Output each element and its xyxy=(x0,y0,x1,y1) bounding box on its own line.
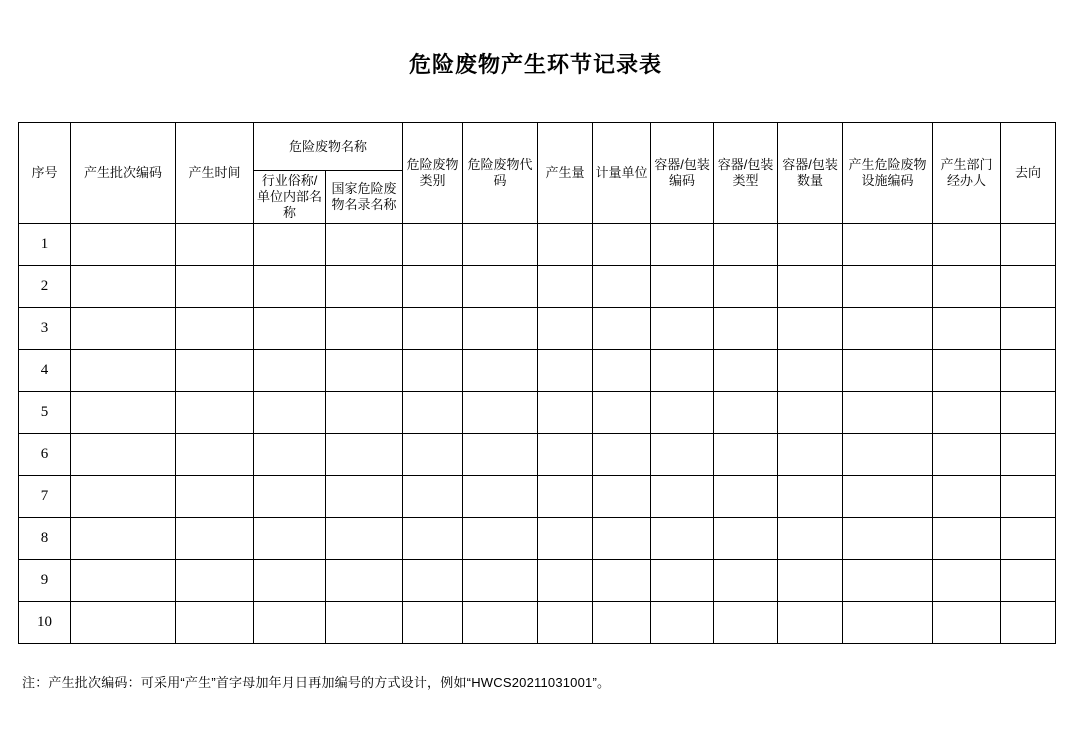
cell-unit[interactable] xyxy=(593,349,651,391)
page-title: 危险废物产生环节记录表 xyxy=(408,52,662,77)
cell-container_type[interactable] xyxy=(714,433,778,475)
cell-waste_code[interactable] xyxy=(463,517,538,559)
cell-destination[interactable] xyxy=(1001,559,1056,601)
table-body xyxy=(19,223,1056,643)
cell-catalog_name[interactable] xyxy=(326,517,403,559)
cell-common_name[interactable] xyxy=(254,265,326,307)
cell-destination[interactable] xyxy=(1001,433,1056,475)
cell-container_code[interactable] xyxy=(651,265,714,307)
table-row xyxy=(19,517,1056,559)
cell-common_name[interactable] xyxy=(254,433,326,475)
cell-container_type[interactable] xyxy=(714,349,778,391)
header-cell-container_code: 容器/包装编码 xyxy=(651,123,714,224)
cell-container_code[interactable] xyxy=(651,433,714,475)
cell-container_type[interactable] xyxy=(714,559,778,601)
cell-container_qty[interactable] xyxy=(778,475,843,517)
cell-waste_code[interactable] xyxy=(463,349,538,391)
cell-handler[interactable] xyxy=(933,433,1001,475)
cell-common_name[interactable] xyxy=(254,391,326,433)
cell-facility_code[interactable] xyxy=(843,265,933,307)
cell-waste_category[interactable] xyxy=(403,559,463,601)
cell-catalog_name[interactable] xyxy=(326,433,403,475)
cell-facility_code[interactable] xyxy=(843,391,933,433)
cell-catalog_name[interactable] xyxy=(326,559,403,601)
cell-common_name[interactable] xyxy=(254,517,326,559)
cell-container_type[interactable] xyxy=(714,391,778,433)
cell-batch_code[interactable] xyxy=(71,307,176,349)
table-row xyxy=(19,559,1056,601)
cell-waste_category[interactable] xyxy=(403,517,463,559)
cell-catalog_name[interactable] xyxy=(326,223,403,265)
cell-container_qty[interactable] xyxy=(778,265,843,307)
cell-unit[interactable] xyxy=(593,517,651,559)
cell-handler[interactable] xyxy=(933,559,1001,601)
cell-container_code[interactable] xyxy=(651,349,714,391)
cell-gen_time[interactable] xyxy=(176,223,254,265)
cell-destination[interactable] xyxy=(1001,475,1056,517)
cell-amount[interactable] xyxy=(538,433,593,475)
cell-destination[interactable] xyxy=(1001,223,1056,265)
cell-waste_code[interactable] xyxy=(463,265,538,307)
table-header xyxy=(19,123,1056,224)
header-cell-gen_time: 产生时间 xyxy=(176,123,254,224)
cell-container_type[interactable] xyxy=(714,223,778,265)
cell-unit[interactable] xyxy=(593,265,651,307)
cell-facility_code[interactable] xyxy=(843,307,933,349)
cell-gen_time[interactable] xyxy=(176,601,254,643)
cell-seq: 2 xyxy=(19,265,71,307)
cell-container_qty[interactable] xyxy=(778,307,843,349)
cell-catalog_name[interactable] xyxy=(326,349,403,391)
header-cell-facility_code: 产生危险废物设施编码 xyxy=(843,123,933,224)
cell-waste_category[interactable] xyxy=(403,307,463,349)
cell-container_code[interactable] xyxy=(651,517,714,559)
cell-container_code[interactable] xyxy=(651,601,714,643)
cell-handler[interactable] xyxy=(933,265,1001,307)
cell-waste_category[interactable] xyxy=(403,433,463,475)
header-cell-unit: 计量单位 xyxy=(593,123,651,224)
cell-container_code[interactable] xyxy=(651,307,714,349)
header-cell-waste_category: 危险废物类别 xyxy=(403,123,463,224)
cell-gen_time[interactable] xyxy=(176,349,254,391)
cell-destination[interactable] xyxy=(1001,517,1056,559)
header-cell-seq: 序号 xyxy=(19,123,71,224)
cell-common_name[interactable] xyxy=(254,307,326,349)
cell-amount[interactable] xyxy=(538,601,593,643)
cell-unit[interactable] xyxy=(593,475,651,517)
table-row xyxy=(19,601,1056,643)
cell-batch_code[interactable] xyxy=(71,391,176,433)
cell-batch_code[interactable] xyxy=(71,517,176,559)
table-row xyxy=(19,265,1056,307)
cell-unit[interactable] xyxy=(593,559,651,601)
cell-common_name[interactable] xyxy=(254,349,326,391)
header-cell-batch_code: 产生批次编码 xyxy=(71,123,176,224)
cell-gen_time[interactable] xyxy=(176,517,254,559)
cell-waste_category[interactable] xyxy=(403,601,463,643)
cell-amount[interactable] xyxy=(538,223,593,265)
cell-unit[interactable] xyxy=(593,307,651,349)
cell-gen_time[interactable] xyxy=(176,265,254,307)
header-cell-destination: 去向 xyxy=(1001,123,1056,224)
cell-waste_category[interactable] xyxy=(403,475,463,517)
table-row xyxy=(19,349,1056,391)
cell-waste_category[interactable] xyxy=(403,349,463,391)
cell-gen_time[interactable] xyxy=(176,475,254,517)
cell-seq: 5 xyxy=(19,391,71,433)
table-row xyxy=(19,475,1056,517)
header-row-top xyxy=(19,123,1056,171)
table-row xyxy=(19,307,1056,349)
cell-batch_code[interactable] xyxy=(71,475,176,517)
cell-unit[interactable] xyxy=(593,601,651,643)
cell-container_qty[interactable] xyxy=(778,517,843,559)
table-row xyxy=(19,391,1056,433)
cell-seq: 7 xyxy=(19,475,71,517)
cell-unit[interactable] xyxy=(593,223,651,265)
cell-common_name[interactable] xyxy=(254,559,326,601)
cell-amount[interactable] xyxy=(538,349,593,391)
cell-handler[interactable] xyxy=(933,601,1001,643)
cell-container_qty[interactable] xyxy=(778,349,843,391)
cell-waste_code[interactable] xyxy=(463,223,538,265)
cell-batch_code[interactable] xyxy=(71,223,176,265)
cell-container_type[interactable] xyxy=(714,307,778,349)
hazardous-waste-record-table xyxy=(18,122,1056,644)
cell-waste_category[interactable] xyxy=(403,223,463,265)
cell-waste_category[interactable] xyxy=(403,391,463,433)
cell-facility_code[interactable] xyxy=(843,433,933,475)
cell-catalog_name[interactable] xyxy=(326,265,403,307)
cell-destination[interactable] xyxy=(1001,391,1056,433)
cell-facility_code[interactable] xyxy=(843,475,933,517)
header-cell-handler: 产生部门经办人 xyxy=(933,123,1001,224)
cell-catalog_name[interactable] xyxy=(326,307,403,349)
cell-container_qty[interactable] xyxy=(778,223,843,265)
cell-seq: 9 xyxy=(19,559,71,601)
cell-handler[interactable] xyxy=(933,307,1001,349)
header-subcell-common_name: 行业俗称/单位内部名称 xyxy=(254,171,326,224)
cell-facility_code[interactable] xyxy=(843,559,933,601)
header-cell-container_type: 容器/包装类型 xyxy=(714,123,778,224)
cell-common_name[interactable] xyxy=(254,475,326,517)
cell-waste_code[interactable] xyxy=(463,391,538,433)
cell-container_type[interactable] xyxy=(714,265,778,307)
cell-unit[interactable] xyxy=(593,391,651,433)
cell-catalog_name[interactable] xyxy=(326,391,403,433)
record-table-container xyxy=(18,122,1056,644)
cell-catalog_name[interactable] xyxy=(326,601,403,643)
cell-seq: 8 xyxy=(19,517,71,559)
cell-catalog_name[interactable] xyxy=(326,475,403,517)
cell-amount[interactable] xyxy=(538,265,593,307)
cell-handler[interactable] xyxy=(933,391,1001,433)
cell-unit[interactable] xyxy=(593,433,651,475)
cell-seq: 3 xyxy=(19,307,71,349)
cell-amount[interactable] xyxy=(538,517,593,559)
cell-batch_code[interactable] xyxy=(71,433,176,475)
header-cell-waste_code: 危险废物代码 xyxy=(463,123,538,224)
cell-gen_time[interactable] xyxy=(176,391,254,433)
cell-facility_code[interactable] xyxy=(843,223,933,265)
cell-gen_time[interactable] xyxy=(176,307,254,349)
cell-common_name[interactable] xyxy=(254,601,326,643)
cell-seq: 1 xyxy=(19,223,71,265)
cell-destination[interactable] xyxy=(1001,307,1056,349)
cell-handler[interactable] xyxy=(933,349,1001,391)
cell-container_qty[interactable] xyxy=(778,433,843,475)
cell-batch_code[interactable] xyxy=(71,349,176,391)
cell-waste_category[interactable] xyxy=(403,265,463,307)
table-row xyxy=(19,223,1056,265)
cell-common_name[interactable] xyxy=(254,223,326,265)
cell-handler[interactable] xyxy=(933,517,1001,559)
cell-waste_code[interactable] xyxy=(463,601,538,643)
cell-seq: 6 xyxy=(19,433,71,475)
cell-destination[interactable] xyxy=(1001,265,1056,307)
cell-batch_code[interactable] xyxy=(71,601,176,643)
cell-amount[interactable] xyxy=(538,559,593,601)
cell-gen_time[interactable] xyxy=(176,433,254,475)
cell-container_qty[interactable] xyxy=(778,601,843,643)
cell-batch_code[interactable] xyxy=(71,559,176,601)
cell-amount[interactable] xyxy=(538,307,593,349)
cell-container_code[interactable] xyxy=(651,475,714,517)
header-cell-amount: 产生量 xyxy=(538,123,593,224)
cell-destination[interactable] xyxy=(1001,349,1056,391)
header-group-waste-name: 危险废物名称 xyxy=(254,123,403,171)
cell-handler[interactable] xyxy=(933,223,1001,265)
cell-container_qty[interactable] xyxy=(778,391,843,433)
cell-waste_code[interactable] xyxy=(463,307,538,349)
cell-gen_time[interactable] xyxy=(176,559,254,601)
table-row xyxy=(19,433,1056,475)
cell-batch_code[interactable] xyxy=(71,265,176,307)
cell-facility_code[interactable] xyxy=(843,601,933,643)
cell-container_qty[interactable] xyxy=(778,559,843,601)
cell-container_type[interactable] xyxy=(714,475,778,517)
cell-container_type[interactable] xyxy=(714,601,778,643)
cell-waste_code[interactable] xyxy=(463,433,538,475)
cell-facility_code[interactable] xyxy=(843,349,933,391)
cell-waste_code[interactable] xyxy=(463,475,538,517)
cell-destination[interactable] xyxy=(1001,601,1056,643)
cell-seq: 10 xyxy=(19,601,71,643)
cell-amount[interactable] xyxy=(538,391,593,433)
cell-handler[interactable] xyxy=(933,475,1001,517)
cell-container_type[interactable] xyxy=(714,517,778,559)
cell-container_code[interactable] xyxy=(651,223,714,265)
cell-waste_code[interactable] xyxy=(463,559,538,601)
cell-container_code[interactable] xyxy=(651,559,714,601)
header-cell-container_qty: 容器/包装数量 xyxy=(778,123,843,224)
header-subcell-catalog_name: 国家危险废物名录名称 xyxy=(326,171,403,224)
cell-facility_code[interactable] xyxy=(843,517,933,559)
cell-container_code[interactable] xyxy=(651,391,714,433)
footer-note: 注：产生批次编码：可采用“产生”首字母加年月日再加编号的方式设计，例如“HWCS20211031001”。 xyxy=(22,675,611,690)
cell-seq: 4 xyxy=(19,349,71,391)
cell-amount[interactable] xyxy=(538,475,593,517)
